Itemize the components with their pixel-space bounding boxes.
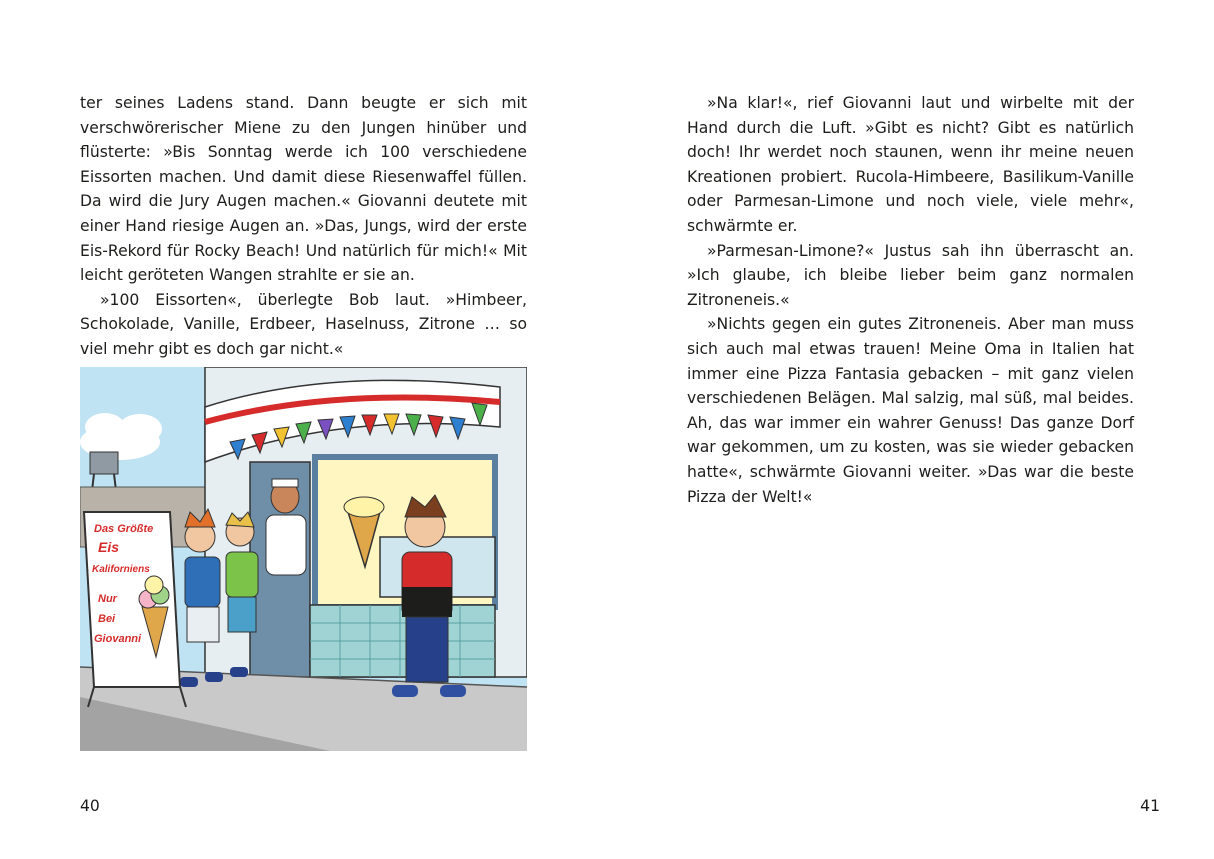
sign-text: Giovanni — [94, 633, 142, 645]
right-text-column — [687, 91, 1134, 509]
right-page — [607, 0, 1214, 859]
sign-text: Bei — [98, 613, 116, 625]
sign-text: Das Größte — [94, 523, 154, 535]
left-text-column — [80, 91, 527, 362]
paragraph: »Na klar!«, rief Giovanni laut und wirbelte mit der Hand durch die Luft. »Gibt es nicht? Gibt es natürlich doch! Ihr werdet noch staunen, wenn ihr meine neuen Kreationen probiert. Rucola-Himbeere, Basilikum-Vanille oder Parmesan-Limone und noch viele, viele mehr«, schwärmte er. — [687, 94, 1134, 235]
page-number: 40 — [80, 797, 100, 815]
sign-text: Eis — [98, 539, 120, 555]
paragraph: »Parmesan-Limone?« Justus sah ihn überrascht an. »Ich glaube, ich bleibe lieber beim ganz normalen Zitroneneis.« — [687, 241, 1134, 309]
page-number: 41 — [1140, 797, 1160, 815]
illustration-ice-cream-shop — [80, 367, 527, 751]
sign-text: Nur — [98, 593, 117, 605]
paragraph: ter seines Ladens stand. Dann beugte er sich mit verschwörerischer Miene zu den Jungen hinüber und flüsterte: »Bis Sonntag werde ich 100 verschiedene Eissorten machen. Und damit diese Riesenwaffel füllen. Da wird die Jury Augen machen.« Giovanni deutete mit einer Hand riesige Augen an. »Das, Jungs, wird der erste Eis-Rekord für Rocky Beach! Und natürlich für mich!« Mit leicht geröteten Wangen strahlte er sie an. — [80, 94, 527, 285]
paragraph: »Nichts gegen ein gutes Zitroneneis. Aber man muss sich auch mal etwas trauen! Meine Oma in Italien hat immer eine Pizza Fantasia gebacken – mit ganz vielen verschiedenen Belägen. Mal salzig, mal süß, mal beides. Ah, das war immer ein wahrer Genuss! Das ganze Dorf war gekommen, um zu kosten, was sie wieder gebacken hatte«, schwärmte Giovanni weiter. »Das war die beste Pizza der Welt!« — [687, 315, 1134, 506]
sign-text: Kaliforniens — [92, 564, 150, 575]
paragraph: »100 Eissorten«, überlegte Bob laut. »Himbeer, Schokolade, Vanille, Erdbeer, Haselnuss, Zitrone … so viel mehr gibt es doch gar nicht.« — [80, 290, 527, 358]
